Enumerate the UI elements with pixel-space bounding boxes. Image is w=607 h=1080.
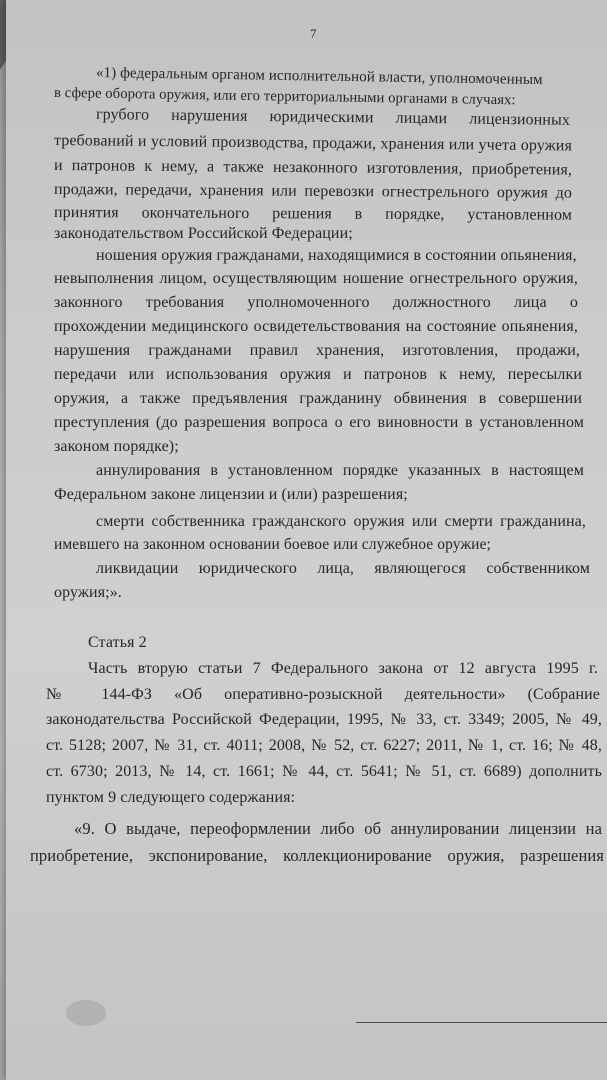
text-line: принятия окончательного решения в порядке, установленном <box>53 204 573 224</box>
paper-smudge <box>66 1000 106 1026</box>
document-page <box>6 0 607 1080</box>
text-line: оружия, а также предъявления гражданину обвинения в совершении <box>54 390 582 407</box>
text-line: в сфере оборота оружия, или его территориальными органами в случаях: <box>53 85 516 109</box>
text-line: аннулирования в установленном порядке указанных в настоящем <box>96 462 584 479</box>
text-line: ношения оружия гражданами, находящимися в состоянии опьянения, <box>96 247 577 264</box>
text-line: приобретение, экспонирование, коллекционирование оружия, разрешения <box>30 846 604 865</box>
text-line: ст. 5128; 2007, № 31, ст. 4011; 2008, № 52, ст. 6227; 2011, № 1, ст. 16; № 48, <box>46 737 602 754</box>
text-line: «1) федеральным органом исполнительной власти, уполномоченным <box>95 65 543 89</box>
text-line: оружия;». <box>54 584 122 601</box>
text-line: законодательством Российской Федерации; <box>54 225 353 242</box>
text-line: законом порядке); <box>54 438 179 455</box>
text-line: нарушения гражданами правил хранения, изготовления, продажи, <box>54 342 580 359</box>
text-line: передачи или использования оружия и патронов к нему, пересылки <box>54 366 582 383</box>
text-line: № 144-ФЗ «Об оперативно-розыскной деятельности» (Собрание <box>46 686 600 703</box>
text-line: ст. 6730; 2013, № 14, ст. 1661; № 44, ст. 5641; № 51, ст. 6689) дополнить <box>46 763 602 780</box>
text-line: ликвидации юридического лица, являющегося собственником <box>96 560 590 577</box>
text-line: имевшего на законном основании боевое или служебное оружие; <box>54 536 491 553</box>
text-line: пунктом 9 следующего содержания: <box>46 789 296 806</box>
text-line: невыполнения лицом, осуществляющим ношение огнестрельного оружия, <box>54 270 578 287</box>
text-line: Часть вторую статьи 7 Федерального закона от 12 августа 1995 г. <box>88 660 598 677</box>
text-line: законного требования уполномоченного должностного лица о <box>54 294 578 311</box>
article-heading: Статья 2 <box>88 634 147 651</box>
text-line: Федеральном законе лицензии и (или) разрешения; <box>54 486 408 503</box>
text-line: преступления (до разрешения вопроса о его виновности в установленном <box>54 414 584 431</box>
text-line: «9. О выдаче, переоформлении либо об аннулировании лицензии на <box>74 819 602 838</box>
text-line: продажи, передачи, хранения или перевозки огнестрельного оружия до <box>53 181 573 202</box>
text-line: и патронов к нему, а также незаконного изготовления, приобретения, <box>53 157 573 179</box>
text-line: прохождении медицинского освидетельствования на состояние опьянения, <box>54 318 578 335</box>
page-number: 7 <box>310 26 317 41</box>
text-line: законодательства Российской Федерации, 1995, № 33, ст. 3349; 2005, № 49, <box>46 711 602 728</box>
text-line: грубого нарушения юридическими лицами лицензионных <box>95 106 571 129</box>
text-line: смерти собственника гражданского оружия или смерти гражданина, <box>96 513 586 530</box>
footer-rule <box>356 1022 607 1023</box>
text-line: требований и условий производства, продажи, хранения или учета оружия <box>53 132 573 155</box>
